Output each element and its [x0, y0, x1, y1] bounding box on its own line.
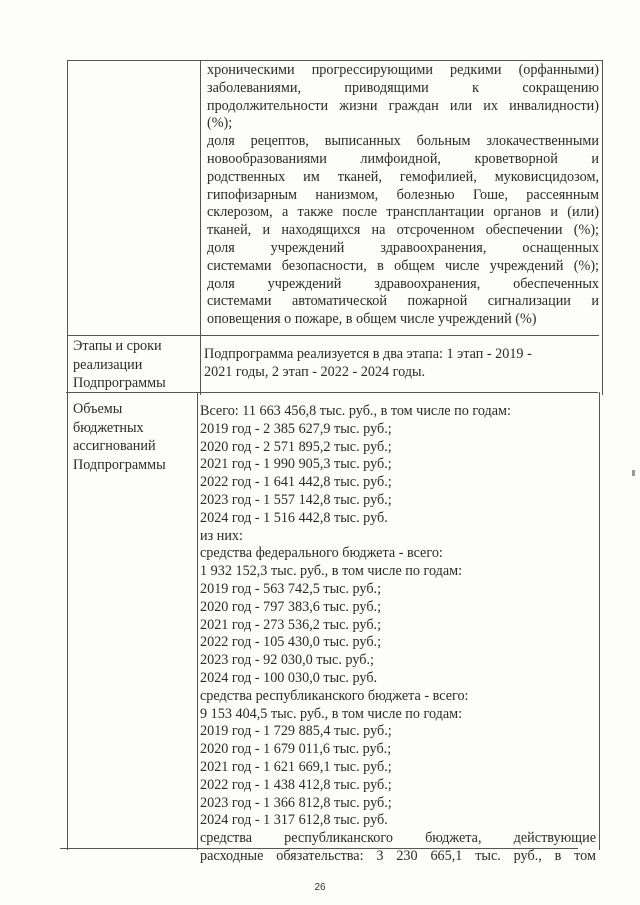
table-left-border: [67, 60, 68, 850]
row-divider-1: [67, 335, 599, 336]
text-line: продолжительности жизни граждан или их инвалидности): [207, 97, 599, 114]
text-line: 2022 год - 1 641 442,8 тыс. руб.;: [200, 474, 392, 491]
text-line: оповещения о пожаре, в общем числе учреждений (%): [207, 311, 537, 328]
budget-value-cell: [200, 403, 596, 866]
text-line: доля учреждений здравоохранения, обеспеченных: [207, 275, 599, 292]
text-line: тканей, и находящихся на отсроченном обеспечении (%);: [207, 222, 599, 239]
page-number: 26: [314, 882, 326, 893]
text-line: 2019 год - 2 385 627,9 тыс. руб.;: [200, 420, 392, 437]
text-line: 9 153 404,5 тыс. руб., в том числе по годам:: [200, 705, 463, 722]
row-label-line: бюджетных: [73, 419, 144, 436]
text-line: системами автоматической пожарной сигнализации и: [207, 293, 599, 310]
stages-value-cell: [204, 346, 599, 382]
row-label-line: Подпрограммы: [73, 375, 166, 391]
text-line: 2019 год - 563 742,5 тыс. руб.;: [200, 580, 382, 597]
text-line: 2021 годы, 2 этап - 2022 - 2024 годы.: [204, 363, 426, 380]
row-label-line: реализации: [73, 356, 143, 373]
budget-label-cell: [73, 401, 197, 475]
text-line: доля учреждений здравоохранения, оснащенных: [207, 239, 599, 256]
row-label-line: Объемы: [73, 401, 123, 417]
text-line: (%);: [207, 115, 233, 132]
text-line: из них:: [200, 527, 243, 544]
text-line: 2023 год - 1 366 812,8 тыс. руб.;: [200, 794, 392, 811]
text-line: гипофизарным нанизмом, болезнью Гоше, рассеянным: [207, 186, 599, 203]
text-line: хроническими прогрессирующими редкими (орфанными): [207, 62, 599, 78]
scan-margin-mark: [632, 470, 635, 476]
text-line: 2023 год - 92 030,0 тыс. руб.;: [200, 652, 374, 669]
column-divider: [200, 60, 201, 395]
text-line: 2021 год - 273 536,2 тыс. руб.;: [200, 616, 382, 633]
text-line: родственных им тканей, гемофилией, муковисцидозом,: [207, 168, 599, 185]
text-line: 2021 год - 1 990 905,3 тыс. руб.;: [200, 456, 392, 473]
text-line: 2023 год - 1 557 142,8 тыс. руб.;: [200, 491, 392, 508]
text-line: доля рецептов, выписанных больным злокачественными: [207, 133, 599, 150]
text-line: 2020 год - 1 679 011,6 тыс. руб.;: [200, 741, 392, 758]
text-line: системами безопасности, в общем числе учреждений (%);: [207, 257, 599, 274]
text-line: 2020 год - 2 571 895,2 тыс. руб.;: [200, 438, 392, 455]
text-line: Подпрограмма реализуется в два этапа: 1 этап - 2019 -: [204, 346, 532, 362]
text-line: 2022 год - 1 438 412,8 тыс. руб.;: [200, 776, 392, 793]
text-line: склерозом, а также после трансплантации органов и (или): [207, 204, 599, 221]
text-line: 2019 год - 1 729 885,4 тыс. руб.;: [200, 723, 392, 740]
text-line: средства федерального бюджета - всего:: [200, 545, 443, 562]
text-line: средства республиканского бюджета, действующие: [200, 830, 596, 847]
row-label-line: ассигнований: [73, 438, 156, 454]
text-line: 1 932 152,3 тыс. руб., в том числе по годам:: [200, 563, 463, 580]
table-right-border: [602, 60, 603, 395]
text-line: 2020 год - 797 383,6 тыс. руб.;: [200, 598, 382, 615]
indicators-cell: [207, 62, 599, 329]
table-top-border: [67, 60, 603, 61]
text-line: 2024 год - 1 516 442,8 тыс. руб.: [200, 509, 388, 526]
text-line: 2024 год - 100 030,0 тыс. руб.: [200, 669, 378, 686]
text-line: 2021 год - 1 621 669,1 тыс. руб.;: [200, 758, 392, 775]
text-line: 2024 год - 1 317 612,8 тыс. руб.: [200, 812, 388, 829]
text-line: Всего: 11 663 456,8 тыс. руб., в том числе по годам:: [200, 403, 511, 419]
text-line: средства республиканского бюджета - всего:: [200, 687, 469, 704]
stages-label-cell: [73, 338, 197, 394]
row-label-line: Этапы и сроки: [73, 338, 162, 354]
text-line: расходные обязательства: 3 230 665,1 тыс. руб., в том: [200, 847, 596, 864]
text-line: новообразованиями лимфоидной, кроветворной и: [207, 150, 599, 167]
text-line: заболеваниями, приводящими к сокращению: [207, 79, 599, 96]
text-line: 2022 год - 105 430,0 тыс. руб.;: [200, 634, 382, 651]
column-divider-lower: [197, 392, 198, 850]
row-label-line: Подпрограммы: [73, 456, 166, 473]
table-right-border-lower: [599, 392, 600, 850]
